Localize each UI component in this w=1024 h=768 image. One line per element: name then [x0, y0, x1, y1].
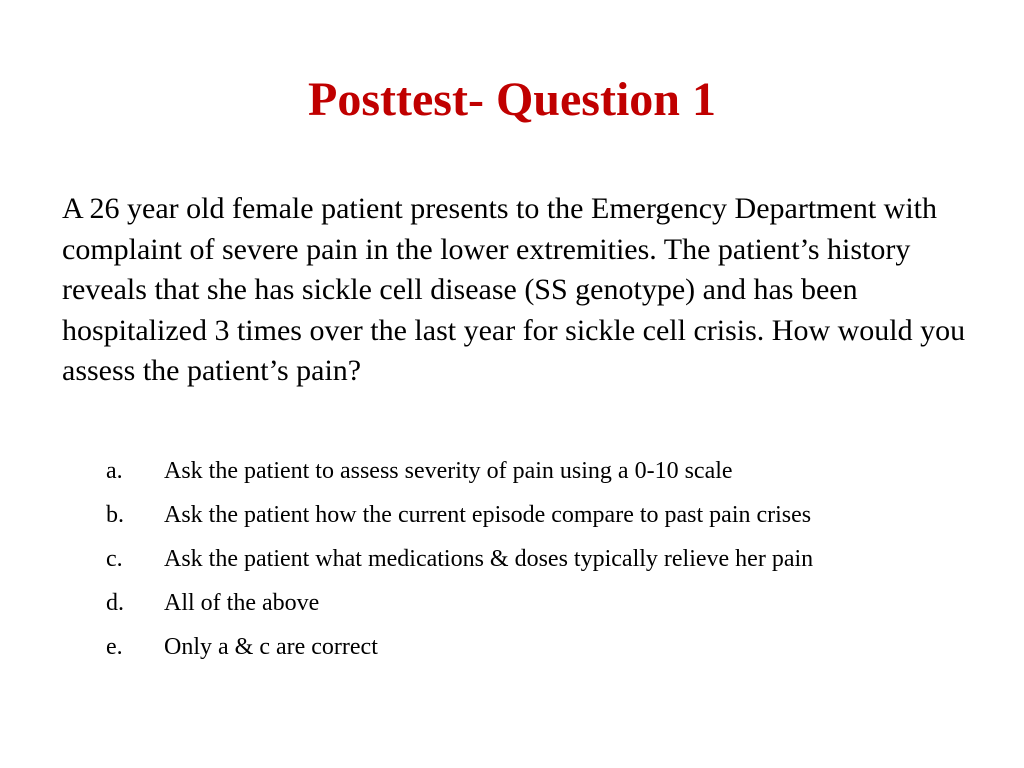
answer-option-a — [106, 449, 1006, 493]
answer-text: Only a & c are correct — [164, 634, 378, 660]
answer-letter: e. — [106, 634, 123, 660]
answer-letter: d. — [106, 590, 124, 616]
answer-text: Ask the patient what medications & doses typically relieve her pain — [164, 546, 814, 572]
answer-option-c — [106, 537, 1006, 581]
answer-option-e — [106, 625, 1006, 669]
answer-letter: c. — [106, 546, 123, 572]
answer-letter: b. — [106, 502, 124, 528]
slide-title: Posttest- Question 1 — [308, 73, 716, 126]
answer-letter: a. — [106, 458, 123, 484]
answer-text: All of the above — [164, 590, 320, 616]
answer-text: Ask the patient how the current episode compare to past pain crises — [164, 502, 812, 528]
answer-option-b — [106, 493, 1006, 537]
answer-text: Ask the patient to assess severity of pain using a 0-10 scale — [164, 458, 733, 484]
answer-list — [106, 449, 1006, 669]
question-text: A 26 year old female patient presents to the Emergency Department with complaint of severe pain in the lower extremities. The patient’s history reveals that she has sickle cell disease (SS genotype) and has been hospitalized 3 times over the last year for sickle cell crisis. How would you assess the patient’s pain? — [62, 192, 966, 388]
answer-option-d — [106, 581, 1006, 625]
